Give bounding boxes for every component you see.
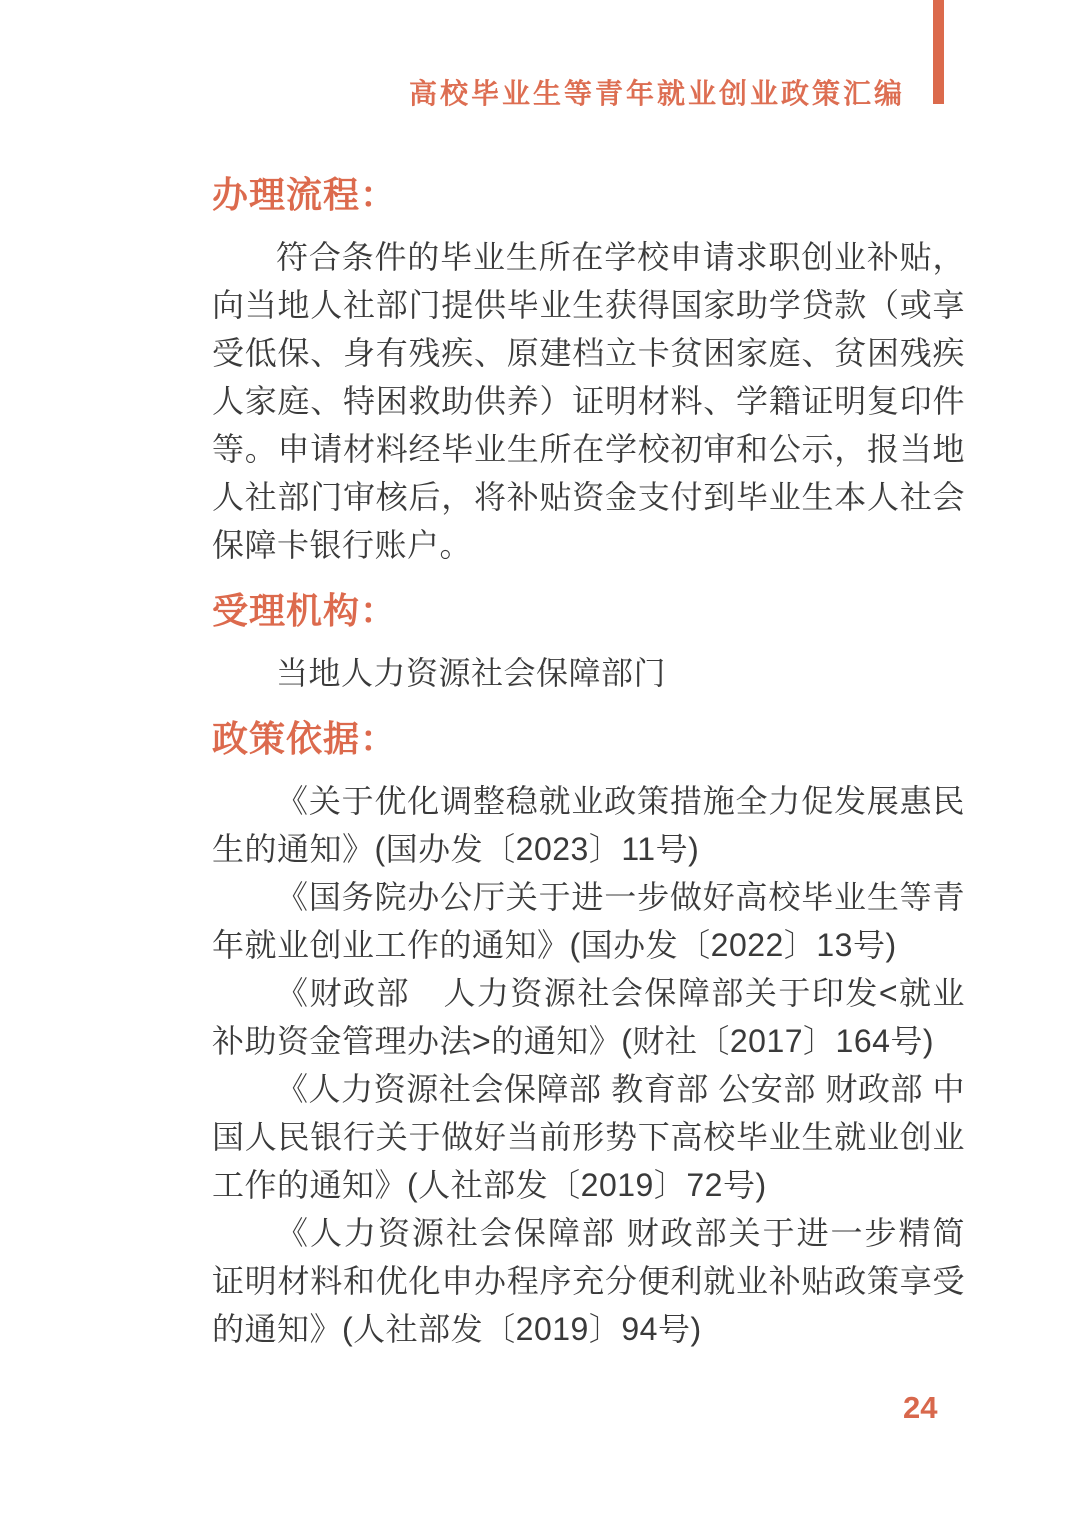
policy-item-3: 《财政部 人力资源社会保障部关于印发<就业补助资金管理办法>的通知》(财社〔2017〕164号) [212, 975, 965, 1059]
header-accent-bar [933, 0, 944, 104]
policy-item-5: 《人力资源社会保障部 财政部关于进一步精简证明材料和优化申办程序充分便利就业补贴政策享受的通知》(人社部发〔2019〕94号) [212, 1215, 965, 1347]
policy-item-2: 《国务院办公厅关于进一步做好高校毕业生等青年就业创业工作的通知》(国办发〔2022〕13号) [212, 879, 965, 963]
paragraph-process: 符合条件的毕业生所在学校申请求职创业补贴，向当地人社部门提供毕业生获得国家助学贷款（或享受低保、身有残疾、原建档立卡贫困家庭、贫困残疾人家庭、特困救助供养）证明材料、学籍证明复印件等。申请材料经毕业生所在学校初审和公示，报当地人社部门审核后，将补贴资金支付到毕业生本人社会保障卡银行账户。 [212, 239, 965, 563]
policy-item-4: 《人力资源社会保障部 教育部 公安部 财政部 中国人民银行关于做好当前形势下高校毕业生就业创业工作的通知》(人社部发〔2019〕72号) [212, 1071, 965, 1203]
section-heading-policy-basis: 政策依据： [212, 718, 398, 759]
section-heading-process: 办理流程： [212, 174, 398, 215]
header-title: 高校毕业生等青年就业创业政策汇编 [408, 78, 905, 109]
page-number: 24 [903, 1390, 938, 1425]
paragraph-agency: 当地人力资源社会保障部门 [276, 655, 667, 691]
page-content [212, 175, 965, 1353]
section-heading-agency: 受理机构： [212, 590, 398, 631]
policy-item-1: 《关于优化调整稳就业政策措施全力促发展惠民生的通知》(国办发〔2023〕11号) [212, 783, 965, 867]
